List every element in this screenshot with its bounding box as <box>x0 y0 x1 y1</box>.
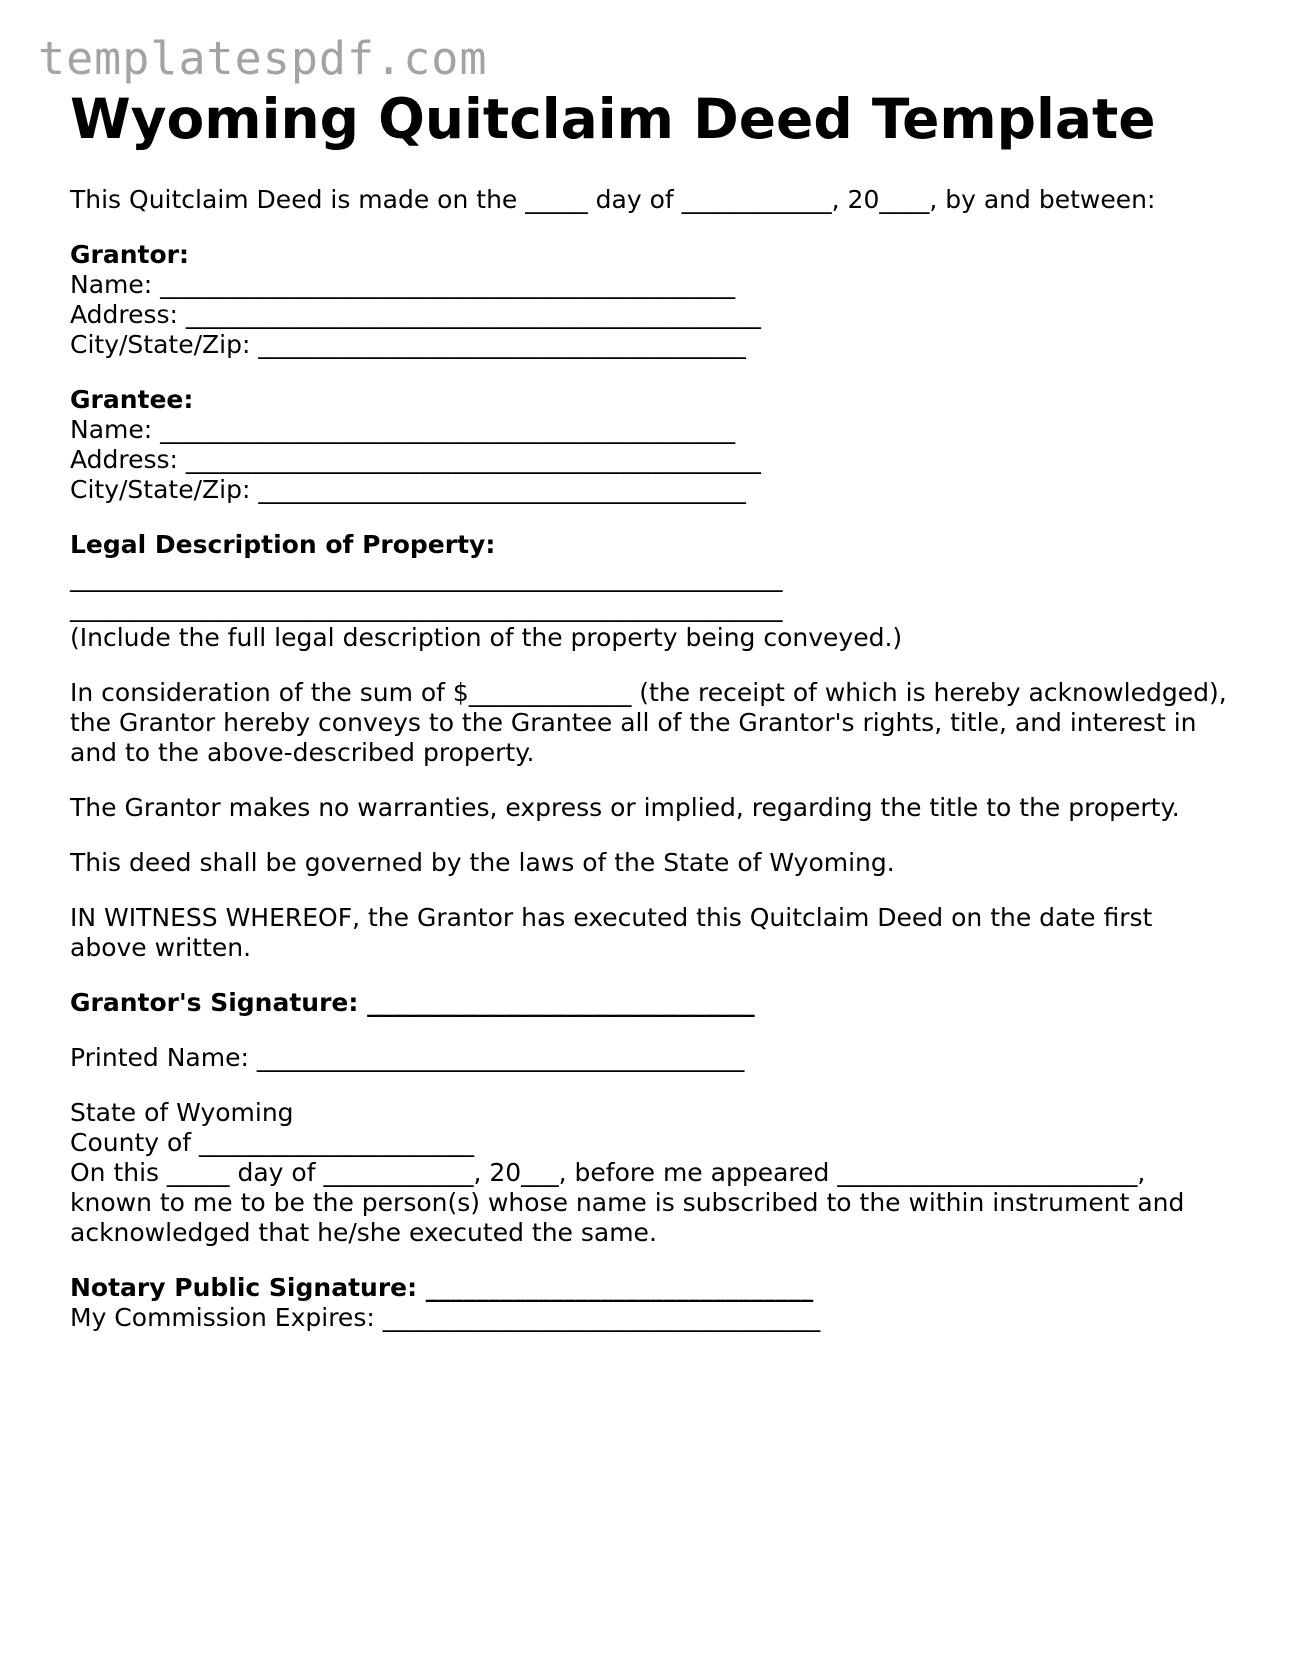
notary-county-field[interactable]: County of ______________________ <box>70 1128 475 1157</box>
witness-paragraph: IN WITNESS WHEREOF, the Grantor has executed this Quitclaim Deed on the date first above written. <box>70 903 1153 962</box>
printed-name-field[interactable]: Printed Name: _______________________________________ <box>70 1043 745 1072</box>
grantor-section <box>70 240 1230 360</box>
notary-acknowledgment-section <box>70 1098 1230 1248</box>
notary-signature-section <box>70 1273 1230 1333</box>
notary-signature-field[interactable]: Notary Public Signature: _______________________________ <box>70 1273 814 1302</box>
grantee-address-field[interactable]: Address: ______________________________________________ <box>70 445 761 474</box>
watermark: templatespdf.com <box>38 32 488 85</box>
legal-description-line-1[interactable]: _________________________________________________________ <box>70 563 783 592</box>
grantor-name-field[interactable]: Name: ______________________________________________ <box>70 270 736 299</box>
legal-description-note: (Include the full legal description of the property being conveyed.) <box>70 623 903 652</box>
legal-description-heading: Legal Description of Property: <box>70 530 496 559</box>
legal-description-line-2[interactable]: _________________________________________________________ <box>70 593 783 622</box>
notary-acknowledgment-text: On this _____ day of ____________, 20___, before me appeared ________________________, known to me to be the person(s) whose name is subscribed to the within instrument and acknowledged that he/she executed the same. <box>70 1158 1185 1247</box>
grantor-heading: Grantor: <box>70 240 189 269</box>
grantee-name-field[interactable]: Name: ______________________________________________ <box>70 415 736 444</box>
consideration-paragraph: In consideration of the sum of $_____________ (the receipt of which is hereby acknowledged), the Grantor hereby conveys to the Grantee all of the Grantor's rights, title, and interest in and to the above-described property. <box>70 678 1227 767</box>
governing-law-paragraph: This deed shall be governed by the laws of the State of Wyoming. <box>70 848 895 877</box>
grantor-city-state-zip-field[interactable]: City/State/Zip: _______________________________________ <box>70 330 746 359</box>
grantee-city-state-zip-field[interactable]: City/State/Zip: _______________________________________ <box>70 475 746 504</box>
grantee-section <box>70 385 1230 505</box>
no-warranty-paragraph: The Grantor makes no warranties, express or implied, regarding the title to the property. <box>70 793 1180 822</box>
commission-expires-field[interactable]: My Commission Expires: ___________________________________ <box>70 1303 821 1332</box>
page-title: Wyoming Quitclaim Deed Template <box>70 87 1156 151</box>
legal-description-section <box>70 530 1230 653</box>
intro-paragraph: This Quitclaim Deed is made on the _____ day of ____________, 20____, by and between: <box>70 185 1156 214</box>
document-body <box>70 185 1230 1358</box>
grantee-heading: Grantee: <box>70 385 194 414</box>
grantor-signature-field[interactable]: Grantor's Signature: _______________________________ <box>70 988 755 1017</box>
notary-state: State of Wyoming <box>70 1098 294 1127</box>
grantor-address-field[interactable]: Address: ______________________________________________ <box>70 300 761 329</box>
